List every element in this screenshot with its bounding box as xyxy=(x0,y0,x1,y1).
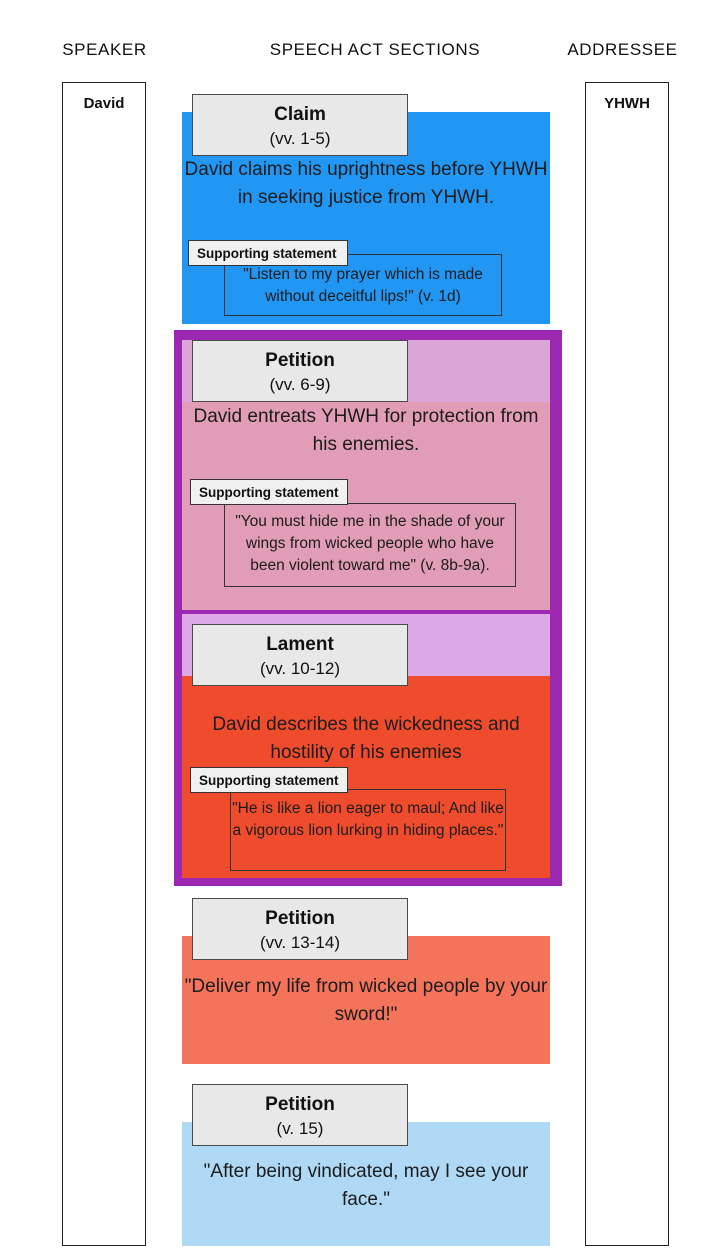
petition-3-description: "Deliver my life from wicked people by your sword!" xyxy=(184,976,548,1025)
lament-title: Lament xyxy=(266,634,334,655)
lament-support-text: "He is like a lion eager to maul; And like a vigorous lion lurking in hiding places." xyxy=(232,800,504,839)
claim-support-text: "Listen to my prayer which is made without deceitful lips!" (v. 1d) xyxy=(243,266,483,305)
petition-3-verses: (vv. 13-14) xyxy=(260,933,340,952)
claim-verses: (vv. 1-5) xyxy=(269,129,331,148)
lament-support-tag: Supporting statement xyxy=(190,767,348,793)
section-header-petition-2[interactable] xyxy=(192,340,408,402)
petition-4-verses: (v. 15) xyxy=(276,1119,324,1138)
petition-4-title: Petition xyxy=(265,1094,335,1115)
claim-description: David claims his uprightness before YHWH in seeking justice from YHWH. xyxy=(184,159,548,208)
petition-2-description: David entreats YHWH for protection from his enemies. xyxy=(193,406,539,455)
addressee-label: YHWH xyxy=(604,95,650,112)
sections-column-heading: SPEECH ACT SECTIONS xyxy=(269,40,481,59)
section-header-petition-4[interactable] xyxy=(192,1084,408,1146)
section-header-claim[interactable] xyxy=(192,94,408,156)
petition-3-title: Petition xyxy=(265,908,335,929)
petition-4-description: "After being vindicated, may I see your face." xyxy=(203,1161,529,1210)
speaker-box xyxy=(62,82,146,1246)
petition-2-verses: (vv. 6-9) xyxy=(269,375,331,394)
speaker-column-heading: SPEAKER xyxy=(62,40,147,59)
lament-verses: (vv. 10-12) xyxy=(260,659,340,678)
petition-2-support-tag: Supporting statement xyxy=(190,479,348,505)
claim-title: Claim xyxy=(274,104,326,125)
section-header-petition-3[interactable] xyxy=(192,898,408,960)
addressee-column-heading: ADDRESSEE xyxy=(567,40,678,59)
claim-support-tag: Supporting statement xyxy=(188,240,348,266)
section-header-lament[interactable] xyxy=(192,624,408,686)
speaker-label: David xyxy=(83,95,125,112)
addressee-box xyxy=(585,82,669,1246)
petition-2-title: Petition xyxy=(265,350,335,371)
lament-description: David describes the wickedness and hostility of his enemies xyxy=(212,714,520,763)
petition-2-support-text: "You must hide me in the shade of your wings from wicked people who have been violent toward me" (v. 8b-9a). xyxy=(235,513,505,574)
